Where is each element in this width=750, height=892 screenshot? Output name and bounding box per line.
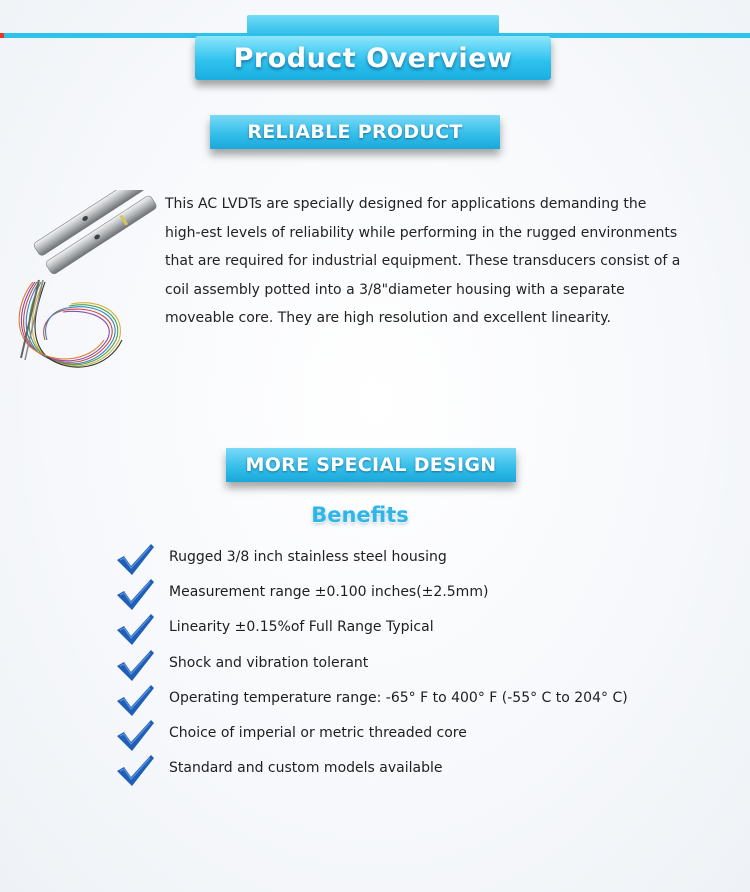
check-icon [115, 541, 155, 579]
page-title: Product Overview [233, 42, 513, 74]
reliable-product-description [165, 190, 685, 333]
benefit-text: Standard and custom models available [169, 760, 443, 777]
check-icon [115, 717, 155, 755]
benefit-text: Operating temperature range: -65° F to 400° F (-55° C to 204° C) [169, 689, 628, 706]
more-special-design-heading: MORE SPECIAL DESIGN [245, 454, 497, 476]
check-icon [115, 647, 155, 685]
benefit-text: Rugged 3/8 inch stainless steel housing [169, 549, 447, 565]
check-icon [115, 752, 155, 790]
lvdt-sensor-image [15, 190, 165, 380]
benefit-text: Choice of imperial or metric threaded core [169, 724, 467, 741]
product-overview-banner [195, 36, 551, 80]
benefits-title: Benefits [311, 503, 409, 527]
benefit-text: Linearity ±0.15%of Full Range Typical [169, 619, 434, 636]
description-paragraph: This AC LVDTs are specially designed for applications demanding the high-est levels of reliability while performing in the rugged environments that are required for industrial equipment. These transducers consist of a coil assembly potted into a 3/8"diameter housing with a separate moveable core. They are high resolution and excellent linearity. [165, 196, 681, 326]
top-divider-marker [0, 33, 4, 38]
check-icon [115, 682, 155, 720]
reliable-product-banner [210, 115, 500, 149]
reliable-product-heading: RELIABLE PRODUCT [247, 121, 463, 143]
header-tab-strip [247, 15, 499, 35]
benefit-text: Shock and vibration tolerant [169, 654, 369, 671]
check-icon [115, 611, 155, 649]
check-icon [115, 576, 155, 614]
more-special-design-banner [226, 448, 516, 482]
benefit-text: Measurement range ±0.100 inches(±2.5mm) [169, 584, 489, 601]
